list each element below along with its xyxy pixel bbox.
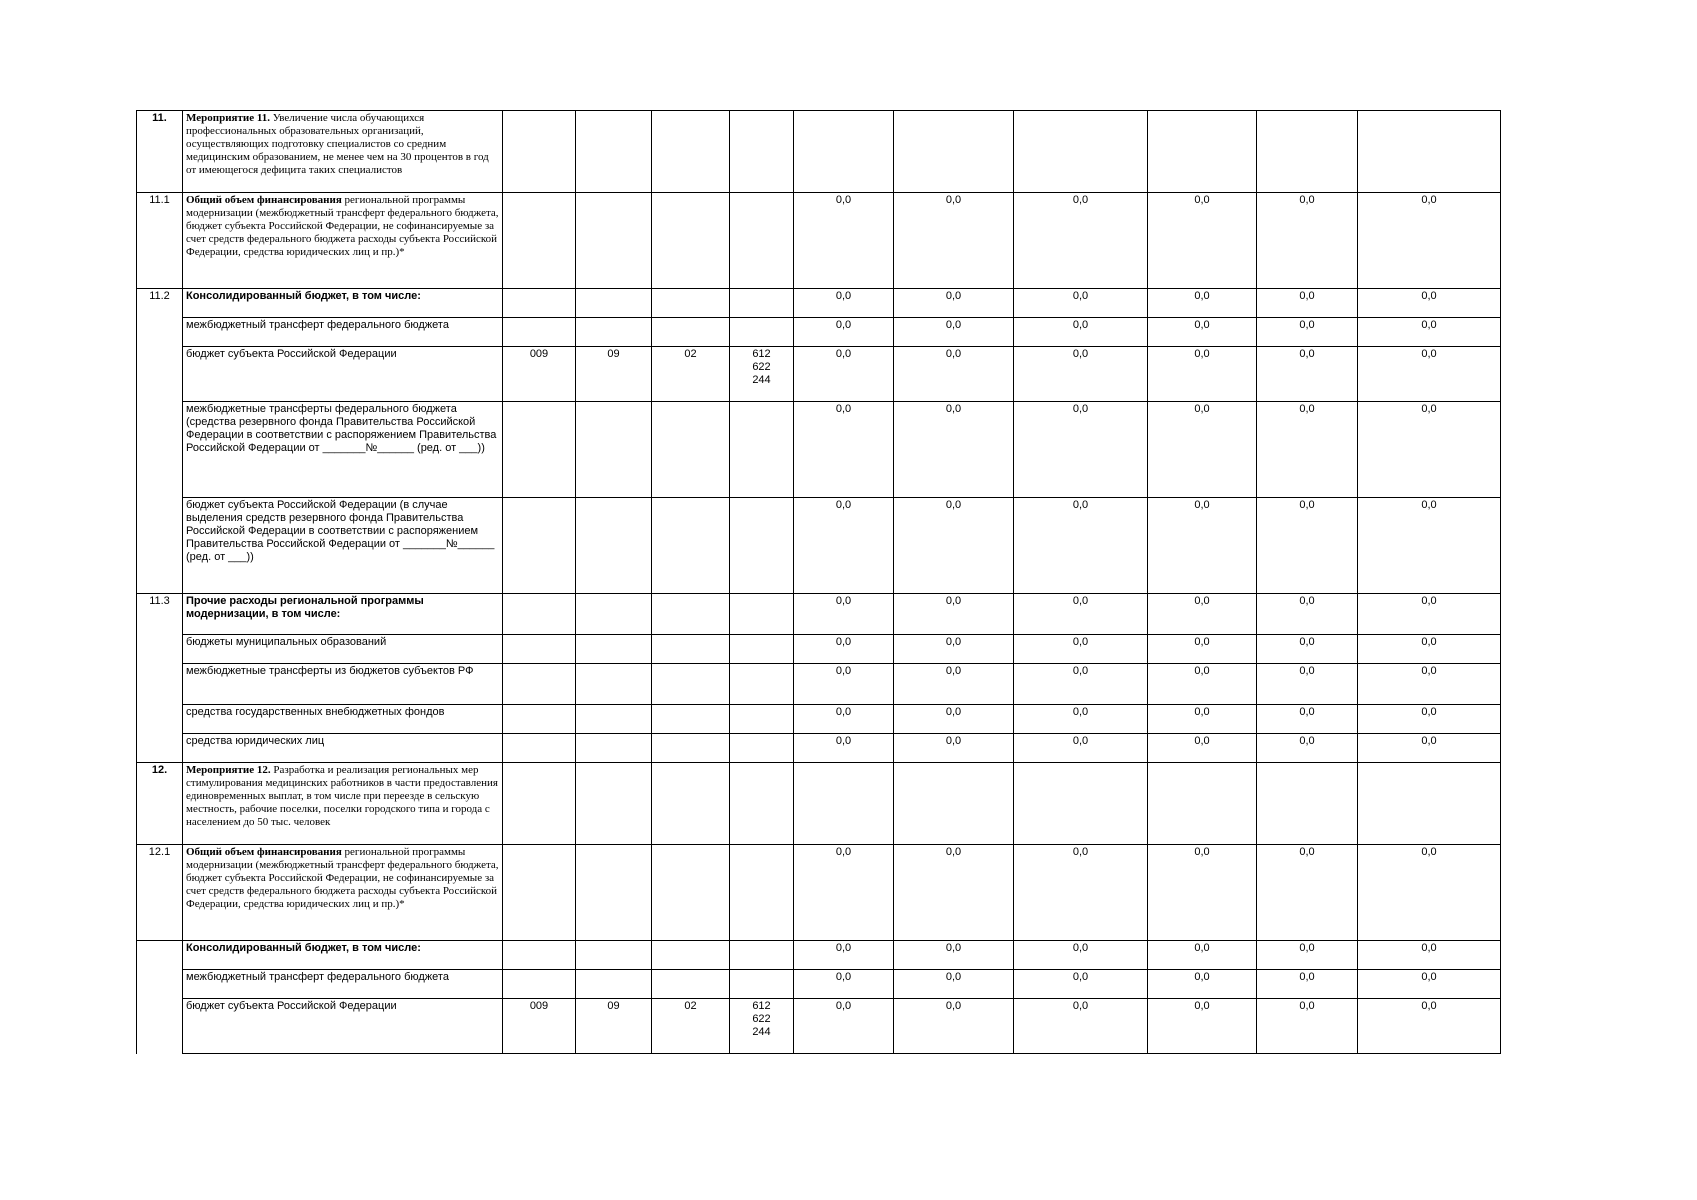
consolidated-budget-label: Консолидированный бюджет, в том числе: [183, 289, 503, 318]
value-cell: 0,0 [794, 402, 894, 498]
empty-cell [652, 289, 730, 318]
value-cell: 0,0 [1257, 664, 1358, 705]
table-row [137, 498, 1501, 594]
empty-cell [503, 289, 576, 318]
value-cell: 0,0 [1257, 734, 1358, 763]
table-row [137, 970, 1501, 999]
empty-cell [503, 763, 576, 845]
value-cell: 0,0 [894, 999, 1014, 1054]
value-cell: 0,0 [794, 734, 894, 763]
empty-cell [652, 763, 730, 845]
value-cell: 0,0 [894, 845, 1014, 941]
value-cell: 0,0 [794, 347, 894, 402]
vr-code: 244 [752, 1026, 771, 1038]
row-number: 11.2 [137, 289, 183, 594]
value-cell: 0,0 [794, 664, 894, 705]
empty-cell [1148, 111, 1257, 193]
row-number: 11. [137, 111, 183, 193]
empty-cell [652, 970, 730, 999]
empty-cell [730, 734, 794, 763]
empty-cell [576, 763, 652, 845]
value-cell: 0,0 [894, 734, 1014, 763]
value-cell: 0,0 [794, 318, 894, 347]
empty-cell [503, 594, 576, 635]
value-cell: 0,0 [1014, 999, 1148, 1054]
value-cell: 0,0 [1358, 705, 1501, 734]
empty-cell [576, 734, 652, 763]
empty-cell [576, 289, 652, 318]
empty-cell [894, 763, 1014, 845]
value-cell: 0,0 [1257, 705, 1358, 734]
table-row [137, 999, 1501, 1054]
value-cell: 0,0 [1257, 402, 1358, 498]
empty-cell [730, 594, 794, 635]
value-cell: 0,0 [894, 402, 1014, 498]
value-cell: 0,0 [1148, 941, 1257, 970]
value-cell: 0,0 [1014, 941, 1148, 970]
table-row [137, 594, 1501, 635]
value-cell: 0,0 [1148, 999, 1257, 1054]
value-cell: 0,0 [1148, 594, 1257, 635]
value-cell: 0,0 [1014, 734, 1148, 763]
vr-code: 244 [752, 374, 771, 386]
empty-cell [652, 318, 730, 347]
financing-label-bold: Общий объем финансирования [186, 846, 342, 858]
empty-cell [503, 111, 576, 193]
empty-cell [652, 734, 730, 763]
empty-cell [730, 705, 794, 734]
pr-code: 02 [652, 347, 730, 402]
value-cell: 0,0 [1257, 845, 1358, 941]
table-row [137, 318, 1501, 347]
empty-cell [503, 635, 576, 664]
value-cell: 0,0 [1257, 970, 1358, 999]
legal-entities-label: средства юридических лиц [183, 734, 503, 763]
table-row [137, 347, 1501, 402]
value-cell: 0,0 [794, 635, 894, 664]
value-cell: 0,0 [1014, 845, 1148, 941]
vr-codes [730, 347, 794, 402]
value-cell: 0,0 [794, 498, 894, 594]
value-cell: 0,0 [894, 705, 1014, 734]
empty-cell [652, 111, 730, 193]
value-cell: 0,0 [1148, 734, 1257, 763]
empty-cell [730, 289, 794, 318]
empty-cell [503, 318, 576, 347]
empty-cell [652, 635, 730, 664]
vr-codes [730, 999, 794, 1054]
financing-total-label [183, 845, 503, 941]
rz-code: 09 [576, 347, 652, 402]
value-cell: 0,0 [1148, 318, 1257, 347]
value-cell: 0,0 [1148, 347, 1257, 402]
interbudget-transfer-label: межбюджетный трансферт федерального бюджета [183, 318, 503, 347]
value-cell: 0,0 [794, 941, 894, 970]
value-cell: 0,0 [1148, 635, 1257, 664]
financing-label-text: региональной программы модернизации (межбюджетный трансферт федерального бюджета, бюджет субъекта Российской Федерации, не софинансируемые за счет средств федерального бюджета расходы субъекта Российской Федерации, средства юридических лиц и пр.)* [186, 194, 499, 258]
value-cell: 0,0 [1358, 941, 1501, 970]
grbs-code: 009 [503, 347, 576, 402]
value-cell: 0,0 [1148, 664, 1257, 705]
empty-cell [503, 705, 576, 734]
value-cell: 0,0 [1148, 289, 1257, 318]
empty-cell [730, 498, 794, 594]
value-cell: 0,0 [1148, 705, 1257, 734]
measure-text: Разработка и реализация региональных мер стимулирования медицинских работников в части предоставления единовременных выплат, в том числе при переезде в сельскую местность, рабочие поселки, поселки городского типа и города с населением до 50 тыс. человек [186, 764, 498, 828]
other-expenses-label: Прочие расходы региональной программы модернизации, в том числе: [183, 594, 503, 635]
rz-code: 09 [576, 999, 652, 1054]
interbudget-transfer-label: межбюджетный трансферт федерального бюджета [183, 970, 503, 999]
table-row [137, 402, 1501, 498]
table-row [137, 763, 1501, 845]
value-cell: 0,0 [1358, 845, 1501, 941]
value-cell: 0,0 [1014, 347, 1148, 402]
measure-title [183, 763, 503, 845]
value-cell: 0,0 [1358, 734, 1501, 763]
value-cell: 0,0 [794, 193, 894, 289]
value-cell: 0,0 [894, 970, 1014, 999]
financing-total-label [183, 193, 503, 289]
empty-cell [576, 498, 652, 594]
value-cell: 0,0 [1257, 941, 1358, 970]
vr-code: 622 [752, 1013, 771, 1025]
value-cell: 0,0 [1014, 594, 1148, 635]
measure-text: Увеличение числа обучающихся профессиональных образовательных организаций, осуществляющих подготовку специалистов со средним медицинским образованием, не менее чем на 30 процентов в год от имеющегося дефицита таких специалистов [186, 112, 489, 176]
empty-cell [576, 111, 652, 193]
row-number: 11.3 [137, 594, 183, 763]
empty-cell [503, 664, 576, 705]
empty-cell [730, 193, 794, 289]
value-cell: 0,0 [1014, 402, 1148, 498]
consolidated-budget-label: Консолидированный бюджет, в том числе: [183, 941, 503, 970]
empty-cell [503, 970, 576, 999]
row-number: 12. [137, 763, 183, 845]
value-cell: 0,0 [1358, 318, 1501, 347]
municipal-budgets-label: бюджеты муниципальных образований [183, 635, 503, 664]
vr-code: 612 [752, 1000, 771, 1012]
subject-budget-label: бюджет субъекта Российской Федерации [183, 999, 503, 1054]
reserve-transfer-label: межбюджетные трансферты федерального бюджета (средства резервного фонда Правительства Российской Федерации в соответствии с распоряжением Правительства Российской Федерации от _______№______ (ред. от ___)) [183, 402, 503, 498]
value-cell: 0,0 [794, 845, 894, 941]
value-cell: 0,0 [1257, 289, 1358, 318]
value-cell: 0,0 [1148, 498, 1257, 594]
empty-cell [730, 941, 794, 970]
empty-cell [576, 705, 652, 734]
table-row [137, 941, 1501, 970]
value-cell: 0,0 [794, 594, 894, 635]
row-number: 11.1 [137, 193, 183, 289]
value-cell: 0,0 [1358, 970, 1501, 999]
value-cell: 0,0 [1148, 970, 1257, 999]
table-row [137, 734, 1501, 763]
value-cell: 0,0 [1014, 705, 1148, 734]
value-cell: 0,0 [894, 498, 1014, 594]
value-cell: 0,0 [794, 970, 894, 999]
value-cell: 0,0 [1358, 289, 1501, 318]
value-cell: 0,0 [1257, 347, 1358, 402]
pr-code: 02 [652, 999, 730, 1054]
value-cell: 0,0 [894, 594, 1014, 635]
empty-cell [894, 111, 1014, 193]
value-cell: 0,0 [894, 347, 1014, 402]
empty-cell [652, 498, 730, 594]
value-cell: 0,0 [1358, 999, 1501, 1054]
value-cell: 0,0 [894, 635, 1014, 664]
empty-cell [576, 635, 652, 664]
empty-cell [503, 402, 576, 498]
value-cell: 0,0 [894, 289, 1014, 318]
empty-cell [1257, 763, 1358, 845]
value-cell: 0,0 [1358, 498, 1501, 594]
state-funds-label: средства государственных внебюджетных фондов [183, 705, 503, 734]
empty-cell [576, 970, 652, 999]
empty-cell [652, 705, 730, 734]
empty-cell [652, 402, 730, 498]
value-cell: 0,0 [1358, 635, 1501, 664]
value-cell: 0,0 [894, 193, 1014, 289]
empty-cell [1358, 763, 1501, 845]
empty-cell [730, 635, 794, 664]
subject-budget-label: бюджет субъекта Российской Федерации [183, 347, 503, 402]
grbs-code: 009 [503, 999, 576, 1054]
empty-cell [730, 664, 794, 705]
table-row [137, 289, 1501, 318]
value-cell: 0,0 [1014, 289, 1148, 318]
empty-cell [1014, 111, 1148, 193]
table-row [137, 845, 1501, 941]
empty-cell [576, 941, 652, 970]
empty-cell [1014, 763, 1148, 845]
empty-cell [576, 594, 652, 635]
vr-code: 622 [752, 361, 771, 373]
empty-cell [794, 111, 894, 193]
table-row [137, 111, 1501, 193]
empty-cell [503, 941, 576, 970]
empty-cell [576, 664, 652, 705]
value-cell: 0,0 [1148, 402, 1257, 498]
value-cell: 0,0 [1358, 347, 1501, 402]
value-cell: 0,0 [1014, 664, 1148, 705]
vr-code: 612 [752, 348, 771, 360]
value-cell: 0,0 [1014, 498, 1148, 594]
table-row [137, 664, 1501, 705]
interbudget-rf-label: межбюджетные трансферты из бюджетов субъектов РФ [183, 664, 503, 705]
value-cell: 0,0 [1257, 193, 1358, 289]
row-number-empty [137, 941, 183, 1054]
empty-cell [503, 498, 576, 594]
value-cell: 0,0 [1257, 999, 1358, 1054]
value-cell: 0,0 [794, 999, 894, 1054]
measure-label: Мероприятие 11. [186, 112, 270, 124]
reserve-subject-label: бюджет субъекта Российской Федерации (в случае выделения средств резервного фонда Правительства Российской Федерации в соответствии с распоряжением Правительства Российской Федерации от _______№______ (ред. от ___)) [183, 498, 503, 594]
value-cell: 0,0 [1257, 498, 1358, 594]
value-cell: 0,0 [1257, 594, 1358, 635]
value-cell: 0,0 [794, 705, 894, 734]
value-cell: 0,0 [1148, 193, 1257, 289]
empty-cell [730, 111, 794, 193]
budget-table [136, 110, 1501, 1054]
empty-cell [652, 193, 730, 289]
value-cell: 0,0 [894, 941, 1014, 970]
empty-cell [730, 970, 794, 999]
empty-cell [730, 318, 794, 347]
empty-cell [652, 941, 730, 970]
value-cell: 0,0 [894, 664, 1014, 705]
value-cell: 0,0 [1014, 970, 1148, 999]
value-cell: 0,0 [1014, 318, 1148, 347]
empty-cell [730, 763, 794, 845]
value-cell: 0,0 [1358, 402, 1501, 498]
financing-label-bold: Общий объем финансирования [186, 194, 342, 206]
empty-cell [1358, 111, 1501, 193]
value-cell: 0,0 [1358, 193, 1501, 289]
value-cell: 0,0 [1358, 664, 1501, 705]
empty-cell [503, 734, 576, 763]
empty-cell [730, 402, 794, 498]
table-row [137, 193, 1501, 289]
value-cell: 0,0 [1358, 594, 1501, 635]
empty-cell [503, 845, 576, 941]
table-row [137, 635, 1501, 664]
empty-cell [652, 594, 730, 635]
empty-cell [576, 318, 652, 347]
table-row [137, 705, 1501, 734]
empty-cell [730, 845, 794, 941]
empty-cell [576, 193, 652, 289]
value-cell: 0,0 [1257, 635, 1358, 664]
empty-cell [1257, 111, 1358, 193]
empty-cell [652, 845, 730, 941]
empty-cell [576, 845, 652, 941]
row-number: 12.1 [137, 845, 183, 941]
measure-title [183, 111, 503, 193]
measure-label: Мероприятие 12. [186, 764, 271, 776]
value-cell: 0,0 [1014, 193, 1148, 289]
value-cell: 0,0 [794, 289, 894, 318]
empty-cell [1148, 763, 1257, 845]
financing-label-text: региональной программы модернизации (межбюджетный трансферт федерального бюджета, бюджет субъекта Российской Федерации, не софинансируемые за счет средств федерального бюджета расходы субъекта Российской Федерации, средства юридических лиц и пр.)* [186, 846, 499, 910]
empty-cell [652, 664, 730, 705]
empty-cell [794, 763, 894, 845]
value-cell: 0,0 [1148, 845, 1257, 941]
value-cell: 0,0 [1014, 635, 1148, 664]
value-cell: 0,0 [894, 318, 1014, 347]
value-cell: 0,0 [1257, 318, 1358, 347]
empty-cell [503, 193, 576, 289]
empty-cell [576, 402, 652, 498]
